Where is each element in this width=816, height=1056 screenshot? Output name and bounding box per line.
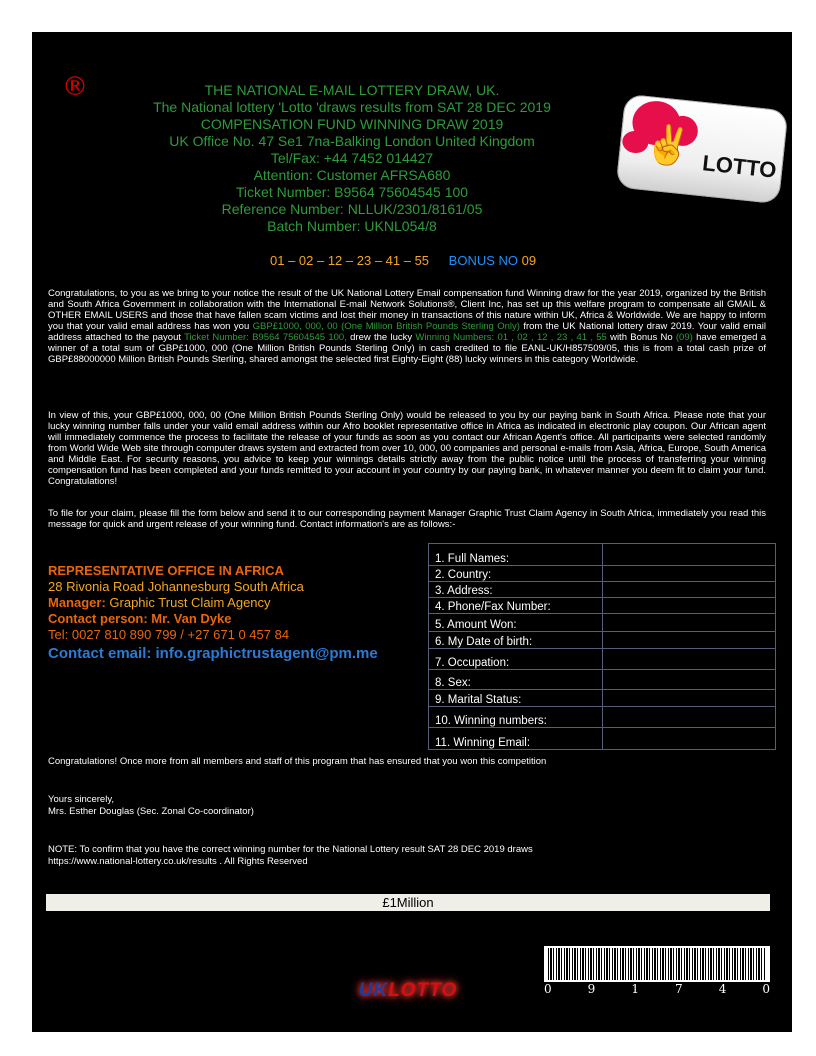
million-banner: £1Million <box>46 894 770 911</box>
sign-greeting: Yours sincerely, <box>48 794 115 805</box>
form-field[interactable] <box>603 670 776 690</box>
ticket-number: Ticket Number: B9564 75604545 100, <box>184 332 347 343</box>
draw-numbers: 01 – 02 – 12 – 23 – 41 – 55 <box>270 253 430 268</box>
form-label: 3. Address: <box>429 582 603 598</box>
paragraph-claim: To file for your claim, please fill the form below and send it to our corresponding payment Manager Graphic Trust Claim Agency in South Africa, immediately you read this message for quick and urgent release of your winning fund. Contact information's are as follows:- <box>48 508 766 530</box>
form-field[interactable] <box>603 690 776 707</box>
form-label: 8. Sex: <box>429 670 603 690</box>
form-label: 1. Full Names: <box>429 544 603 566</box>
text-run: Congratulations, to you as we bring to your notice the result of the UK National Lottery Email compensation fund Winning draw for the year 2019, organized by the British and South Africa Government in collaboration with the International E-mail Network Solutions®, Client Inc, has set up this welfare program to compensate all GMAIL & OTHER EMAIL USERS and those that have fallen scam victims and lost their money in transactions of this nature within UK, Africa & Worldwide. We are happy to inform you that your valid email address has won you <box>48 288 766 332</box>
form-field[interactable] <box>603 544 776 566</box>
barcode-digit: 0 <box>544 982 552 996</box>
header-line: The National lottery 'Lotto 'draws results from SAT 28 DEC 2019 <box>153 99 551 115</box>
barcode-digits <box>544 982 770 996</box>
note-block <box>48 844 533 868</box>
crossed-fingers-icon: ✌ <box>642 123 694 170</box>
note-url: https://www.national-lottery.co.uk/results . All Rights Reserved <box>48 856 308 867</box>
form-field[interactable] <box>603 649 776 670</box>
text-run: drew the lucky <box>346 332 416 343</box>
paragraph-congratulations <box>48 288 766 365</box>
claim-form <box>428 543 776 750</box>
barcode-digit: 7 <box>675 982 683 996</box>
form-field[interactable] <box>603 728 776 750</box>
form-field[interactable] <box>603 566 776 582</box>
header-line: Tel/Fax: +44 7452 014427 <box>270 150 434 166</box>
manager-value: Graphic Trust Claim Agency <box>105 595 271 610</box>
header-line: Batch Number: UKNL054/8 <box>267 218 437 234</box>
closing-congratulations: Congratulations! Once more from all members and staff of this program that has ensured that you won this competition <box>48 756 547 767</box>
form-label: 11. Winning Email: <box>429 728 603 750</box>
document-sheet <box>32 32 792 1032</box>
rep-address: 28 Rivonia Road Johannesburg South Africa <box>48 579 304 594</box>
rep-title: REPRESENTATIVE OFFICE IN AFRICA <box>48 563 284 578</box>
barcode <box>544 946 770 982</box>
form-label: 6. My Date of birth: <box>429 632 603 649</box>
form-field[interactable] <box>603 598 776 614</box>
contact-email-link[interactable]: Contact email: info.graphictrustagent@pm.me <box>48 645 378 662</box>
header-line: Ticket Number: B9564 75604545 100 <box>235 184 469 200</box>
form-label: 4. Phone/Fax Number: <box>429 598 603 614</box>
form-label: 10. Winning numbers: <box>429 707 603 728</box>
rep-tel: Tel: 0027 810 890 799 / +27 671 0 457 84 <box>48 627 290 642</box>
lottery-header <box>152 82 552 235</box>
sign-name: Mrs. Esther Douglas (Sec. Zonal Co-coordinator) <box>48 806 254 817</box>
registered-mark: ® <box>62 72 88 102</box>
representative-office <box>48 563 408 662</box>
lotto-logo-word: LOTTO <box>701 150 778 183</box>
form-label: 5. Amount Won: <box>429 614 603 632</box>
bonus-number-text: (09) <box>675 332 693 343</box>
header-line: Attention: Customer AFRSA680 <box>253 167 451 183</box>
form-label: 7. Occupation: <box>429 649 603 670</box>
bonus-label: BONUS NO <box>448 253 518 268</box>
paragraph-release: In view of this, your GBP£1000, 000, 00 (One Million British Pounds Sterling Only) would be released to you by our paying bank in South Africa. Please note that your lucky winning number falls under your valid email address within our Afro booklet representative office in Africa as indicated in electronic play coupon. Our African agent will immediately commence the process to facilitate the release of your funds as soon as you contact our African Agent's office. All participants were selected randomly from World Wide Web site through computer draws system and extracted from over 10, 000, 00 companies and personal e-mails from Asia, Africa, Europe, South America and Middle East. For security reasons, you advice to keep your winnings details strictly away from the public notice until the process of transferring your winning compensation fund has been completed and your funds remitted to your account in your country by our paying bank, in whatever manner you deem fit to claim your fund. Congratulations! <box>48 410 766 487</box>
manager-label: Manager: <box>48 595 106 610</box>
contact-label: Contact person: <box>48 611 148 626</box>
barcode-digit: 1 <box>631 982 639 996</box>
form-field[interactable] <box>603 707 776 728</box>
bonus-value: 09 <box>521 253 537 268</box>
text-run: with Bonus No <box>606 332 676 343</box>
form-field[interactable] <box>603 582 776 598</box>
form-label: 2. Country: <box>429 566 603 582</box>
uk-logo-text: UK <box>358 980 389 1001</box>
header-line: Reference Number: NLLUK/2301/8161/05 <box>221 201 483 217</box>
lotto-logo <box>616 94 789 205</box>
prize-amount: GBP£1000, 000, 00 (One Million British Pounds Sterling Only) <box>252 321 520 332</box>
barcode-digit: 4 <box>718 982 727 996</box>
header-line: THE NATIONAL E-MAIL LOTTERY DRAW, UK. <box>204 82 500 98</box>
barcode-bars <box>548 948 766 980</box>
text-run: from the UK National lottery draw 2019. Your valid email address attached to the payout <box>48 321 767 343</box>
form-label: 9. Marital Status: <box>429 690 603 707</box>
form-field[interactable] <box>603 614 776 632</box>
signature-block <box>48 794 254 818</box>
barcode-digit: 9 <box>587 982 596 996</box>
form-field[interactable] <box>603 632 776 649</box>
note-line: NOTE: To confirm that you have the correct winning number for the National Lottery result SAT 28 DEC 2019 draws <box>48 844 533 855</box>
contact-value: Mr. Van Dyke <box>147 611 232 626</box>
header-line: UK Office No. 47 Se1 7na-Balking London United Kingdom <box>169 133 535 149</box>
barcode-digit: 0 <box>762 982 770 996</box>
winning-numbers <box>270 253 536 268</box>
lotto-logo-text: LOTTO <box>388 980 458 1001</box>
header-line: COMPENSATION FUND WINNING DRAW 2019 <box>200 116 504 132</box>
text-run: have emerged a winner of a total sum of GBP£1000, 000 (One Million British Pounds Sterling Only) in cash credited to file EANL-UK/H857509/05, this is from a total cash prize of GBP£88000000 Million British Pounds Sterling, shared amongst the selected first Eighty-Eight (88) lucky winners in this category Worldwide. <box>48 332 767 365</box>
winning-numbers-text: Winning Numbers: 01 , 02 , 12 , 23 , 41 , 55 <box>415 332 607 343</box>
uk-lotto-footer-logo <box>304 980 512 1002</box>
